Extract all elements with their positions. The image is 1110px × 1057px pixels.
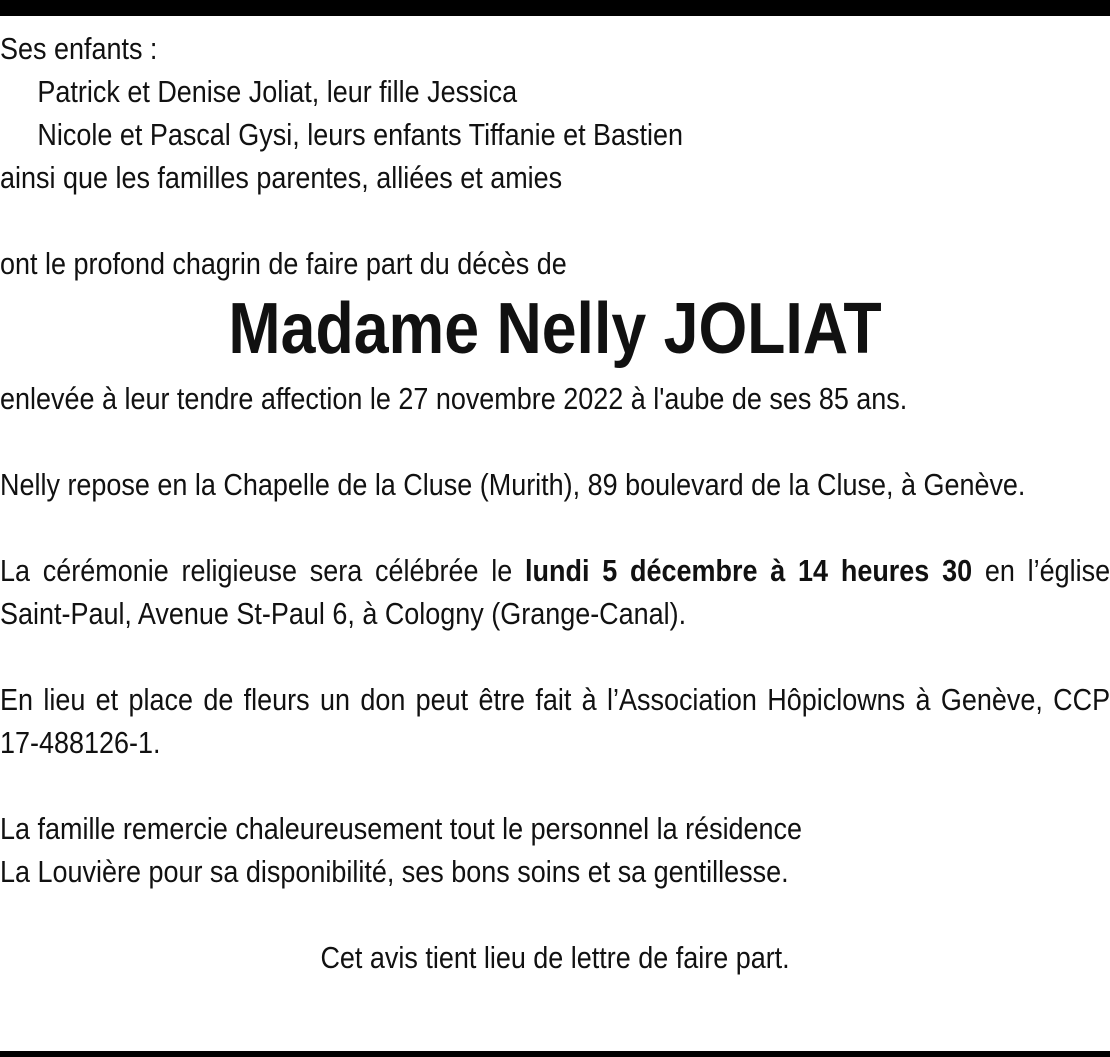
thanks-line-1: La famille remercie chaleureusement tout le personnel la résidence <box>0 811 803 846</box>
closing-line: Cet avis tient lieu de lettre de faire part. <box>320 940 790 975</box>
ceremony-text-after: en l’église Saint-Paul, Avenue St-Paul 6, à Cologny (Grange-Canal). <box>0 553 1110 631</box>
deceased-name: Madame Nelly JOLIAT <box>228 289 882 369</box>
donation-paragraph: En lieu et place de fleurs un don peut être fait à l’Association Hôpiclowns à Genève, CCP 17-488126-1. <box>0 682 1110 760</box>
top-border-rule <box>0 0 1110 16</box>
viewing-paragraph: Nelly repose en la Chapelle de la Cluse (Murith), 89 boulevard de la Cluse, à Genève. <box>0 467 1026 502</box>
child-family-1: Patrick et Denise Joliat, leur fille Jessica <box>37 74 518 109</box>
extended-family: ainsi que les familles parentes, alliées et amies <box>0 160 563 195</box>
ceremony-paragraph <box>0 549 1110 635</box>
ceremony-text-before: La cérémonie religieuse sera célébrée le <box>0 553 526 588</box>
death-date-line: enlevée à leur tendre affection le 27 novembre 2022 à l'aube de ses 85 ans. <box>0 381 908 416</box>
ceremony-date-time: lundi 5 décembre à 14 heures 30 <box>525 553 973 588</box>
bottom-border-rule <box>0 1051 1110 1057</box>
announcement-text: ont le profond chagrin de faire part du décès de <box>0 246 567 281</box>
family-intro: Ses enfants : <box>0 31 158 66</box>
child-family-2: Nicole et Pascal Gysi, leurs enfants Tiffanie et Bastien <box>37 117 684 152</box>
thanks-line-2: La Louvière pour sa disponibilité, ses bons soins et sa gentillesse. <box>0 854 789 889</box>
obituary-notice <box>0 27 1110 979</box>
